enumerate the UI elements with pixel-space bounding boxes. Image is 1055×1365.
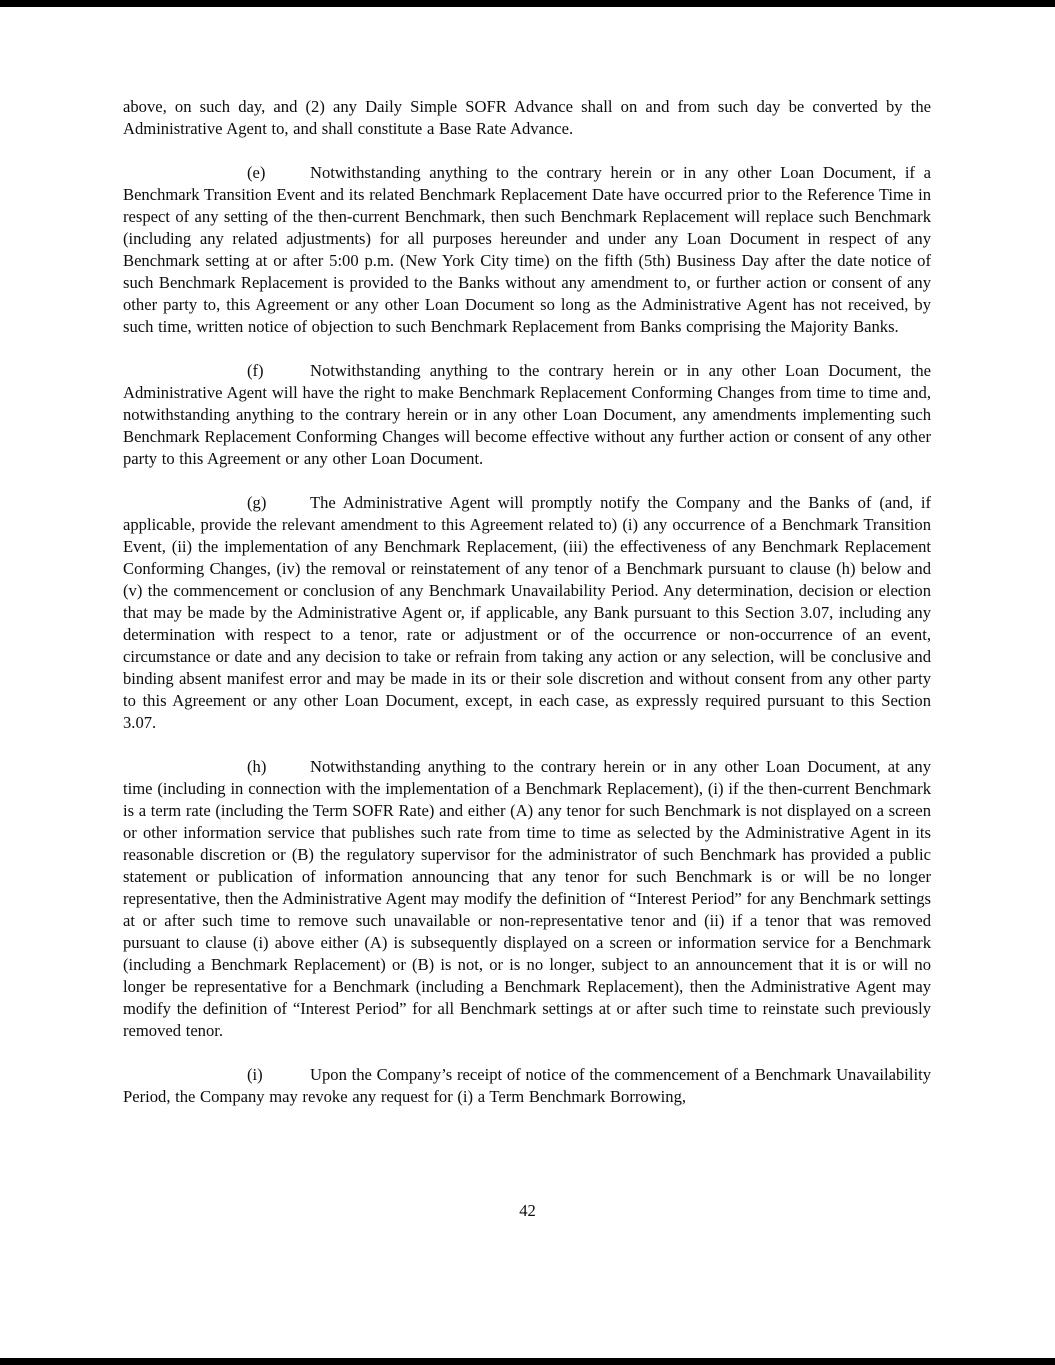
page-edge-bottom	[0, 1358, 1055, 1365]
paragraph-text: Notwithstanding anything to the contrary herein or in any other Loan Document, if a Benchmark Transition Event and its related Benchmark Replacement Date have occurred prior to the Reference Time in respect of any setting of the then-current Benchmark, then such Benchmark Replacement will replace such Benchmark (including any related adjustments) for all purposes hereunder and under any Loan Document in respect of any Benchmark setting at or after 5:00 p.m. (New York City time) on the fifth (5th) Business Day after the date notice of such Benchmark Replacement is provided to the Banks without any amendment to, or further action or consent of any other party to, this Agreement or any other Loan Document so long as the Administrative Agent has not received, by such time, written notice of objection to such Benchmark Replacement from Banks comprising the Majority Banks.	[123, 163, 931, 336]
paragraph-text: Upon the Company’s receipt of notice of the commencement of a Benchmark Unavailability Period, the Company may revoke any request for (i) a Term Benchmark Borrowing,	[123, 1065, 931, 1106]
paragraph-g	[123, 492, 931, 734]
paragraph-label: (e)	[247, 163, 266, 182]
paragraph-text: The Administrative Agent will promptly notify the Company and the Banks of (and, if applicable, provide the relevant amendment to this Agreement related to) (i) any occurrence of a Benchmark Transition Event, (ii) the implementation of any Benchmark Replacement, (iii) the effectiveness of any Benchmark Replacement Conforming Changes, (iv) the removal or reinstatement of any tenor of a Benchmark pursuant to clause (h) below and (v) the commencement or conclusion of any Benchmark Unavailability Period. Any determination, decision or election that may be made by the Administrative Agent or, if applicable, any Bank pursuant to this Section 3.07, including any determination with respect to a tenor, rate or adjustment or of the occurrence or non-occurrence of an event, circumstance or date and any decision to take or refrain from taking any action or any selection, will be conclusive and binding absent manifest error and may be made in its or their sole discretion and without consent from any other party to this Agreement or any other Loan Document, except, in each case, as expressly required pursuant to this Section 3.07.	[123, 493, 931, 732]
paragraph-text: Notwithstanding anything to the contrary herein or in any other Loan Document, the Administrative Agent will have the right to make Benchmark Replacement Conforming Changes from time to time and, notwithstanding anything to the contrary herein or in any other Loan Document, any amendments implementing such Benchmark Replacement Conforming Changes will become effective without any further action or consent of any other party to this Agreement or any other Loan Document.	[123, 361, 931, 468]
paragraph-f	[123, 360, 931, 470]
page-edge-top	[0, 0, 1055, 7]
page-number: 42	[519, 1201, 536, 1220]
paragraph-e	[123, 162, 931, 338]
paragraph-h	[123, 756, 931, 1042]
paragraph-text: Notwithstanding anything to the contrary herein or in any other Loan Document, at any time (including in connection with the implementation of a Benchmark Replacement), (i) if the then-current Benchmark is a term rate (including the Term SOFR Rate) and either (A) any tenor for such Benchmark is not displayed on a screen or other information service that publishes such rate from time to time as selected by the Administrative Agent in its reasonable discretion or (B) the regulatory supervisor for the administrator of such Benchmark has provided a public statement or publication of information announcing that any tenor for such Benchmark is or will be no longer representative, then the Administrative Agent may modify the definition of “Interest Period” for any Benchmark settings at or after such time to remove such unavailable or non-representative tenor and (ii) if a tenor that was removed pursuant to clause (i) above either (A) is subsequently displayed on a screen or information service for a Benchmark (including a Benchmark Replacement) or (B) is not, or is no longer, subject to an announcement that it is or will no longer be representative for a Benchmark (including a Benchmark Replacement), then the Administrative Agent may modify the definition of “Interest Period” for all Benchmark settings at or after such time to reinstate such previously removed tenor.	[123, 757, 931, 1040]
paragraph-label: (g)	[247, 493, 267, 512]
paragraph-label: (f)	[247, 361, 264, 380]
paragraph-label: (h)	[247, 757, 267, 776]
paragraph-text: above, on such day, and (2) any Daily Simple SOFR Advance shall on and from such day be converted by the Administrative Agent to, and shall constitute a Base Rate Advance.	[123, 97, 931, 138]
page-content	[123, 96, 931, 1130]
paragraph-i	[123, 1064, 931, 1108]
paragraph-label: (i)	[247, 1065, 263, 1084]
paragraph-continuation	[123, 96, 931, 140]
